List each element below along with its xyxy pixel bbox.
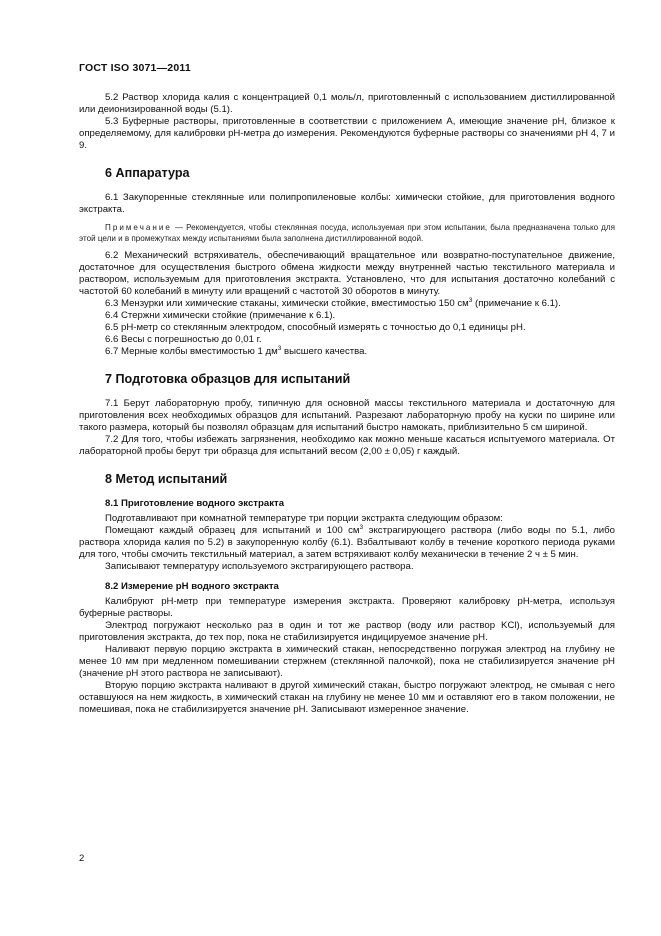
paragraph-6-3-text: 6.3 Мензурки или химические стаканы, химически стойкие, вместимостью 150 см [105,298,469,309]
paragraph-6-3-tail: (примечание к 6.1). [472,298,561,309]
paragraph-7-1: 7.1 Берут лабораторную пробу, типичную для основной массы текстильного материала и достаточную для приготовления всех необходимых образцов для испытаний. Разрезают лабораторную пробу на куски по ширине или такого размера, который бы позволял образцам для испытаний быстро намокать, приблизительно 5 см шириной. [79,398,615,433]
superscript: 3 [468,296,473,304]
paragraph-8-1-c: Записывают температуру используемого экстрагирующего раствора. [105,561,414,572]
superscript: 3 [359,523,364,531]
paragraph-8-2-c: Наливают первую порцию экстракта в химический стакан, непосредственно погружая электрод на глубину не менее 10 мм при медленном помешивании стержнем (стеклянной палочкой), пока не стабилизируется значение pH (значение pH этого раствора не записывают). [79,644,615,679]
section-6-heading: 6 Аппаратура [105,166,190,180]
paragraph-8-1-b-text: Помещают каждый образец для испытаний и 100 см [105,525,360,536]
note-6-1 [79,222,615,244]
paragraph-6-3 [79,298,615,310]
paragraph-8-1-a: Подготавливают при комнатной температуре три порции экстракта следующим образом: [105,513,503,524]
paragraph-6-5: 6.5 pH-метр со стеклянным электродом, способный измерять с точностью до 0,1 единицы pH. [105,322,526,333]
subsection-8-1-heading: 8.1 Приготовление водного экстракта [105,498,285,509]
paragraph-8-1-b-tail: экстрагирующего раствора (либо воды по 5.1, либо раствора хлорида калия по 5.2) в закупоренную колбу (6.1). Взбалтывают колбу в течение короткого периода руками для того, чтобы смочить текстильный материал, а затем встряхивают колбу механически в течение 2 ч ± 5 мин. [79,525,615,560]
paragraph-8-1-b [79,525,615,561]
document-page [79,62,615,716]
paragraph-6-7 [79,346,615,358]
page-number: 2 [79,853,85,864]
paragraph-5-3: 5.3 Буферные растворы, приготовленные в соответствии с приложением А, имеющие значение pH, близкое к определяемому, для калибровки pH-метра до измерения. Рекомендуются буферные растворы со значениями pH 4, 7 и 9. [79,116,616,151]
paragraph-8-2-b: Электрод погружают несколько раз в один и тот же раствор (воду или раствор KCl), используемый для приготовления экстракта, до тех пор, пока не стабилизируется индицируемое значение pH. [79,620,615,643]
paragraph-6-1: 6.1 Закупоренные стеклянные или полипропиленовые колбы: химически стойкие, для приготовления водного экстракта. [79,192,615,215]
subsection-8-2-heading: 8.2 Измерение pH водного экстракта [105,581,279,592]
note-text: — Рекомендуется, чтобы стеклянная посуда, используемая при этом испытании, была предназначена только для этой цели и в промежутках между испытаниями была заполнена дистиллированной водой. [79,223,615,243]
paragraph-5-2: 5.2 Раствор хлорида калия с концентрацией 0,1 моль/л, приготовленный с использованием дистиллированной или деионизированной воды (5.1). [79,92,615,115]
paragraph-6-4: 6.4 Стержни химически стойкие (примечание к 6.1). [105,310,336,321]
paragraph-7-2: 7.2 Для того, чтобы избежать загрязнения, необходимо как можно меньше касаться испытуемого материала. От лабораторной пробы берут три образца для испытаний весом (2,00 ± 0,05) г каждый. [79,434,615,457]
paragraph-6-7-tail: высшего качества. [281,346,368,357]
section-7-heading: 7 Подготовка образцов для испытаний [105,372,351,386]
note-label: Примечание [105,223,172,232]
superscript: 3 [277,344,282,352]
paragraph-6-6: 6.6 Весы с погрешностью до 0,01 г. [105,334,262,345]
paragraph-8-2-d: Вторую порцию экстракта наливают в другой химический стакан, быстро погружают электрод, не смывая с него оставшуюся на нем жидкость, в химический стакан на глубину не менее 10 мм и оставляют его в таком положении, не помешивая, пока не стабилизируется значение pH. Записывают измеренное значение. [79,680,615,715]
paragraph-6-2: 6.2 Механический встряхиватель, обеспечивающий вращательное или возвратно-поступательное движение, достаточное для осуществления быстрого обмена жидкости между внутренней частью текстильного материала и раствором, используемым для приготовления экстракта. Установлено, что для испытания достаточно колебаний с частотой 60 колебаний в минуту или вращений с частотой 30 оборотов в минуту. [79,250,615,297]
paragraph-8-2-a: Калибруют pH-метр при температуре измерения экстракта. Проверяют калибровку pH-метра, используя буферные растворы. [79,596,615,619]
document-header: ГОСТ ISO 3071—2011 [79,62,191,74]
section-8-heading: 8 Метод испытаний [105,472,228,486]
paragraph-6-7-text: 6.7 Мерные колбы вместимостью 1 дм [105,346,278,357]
